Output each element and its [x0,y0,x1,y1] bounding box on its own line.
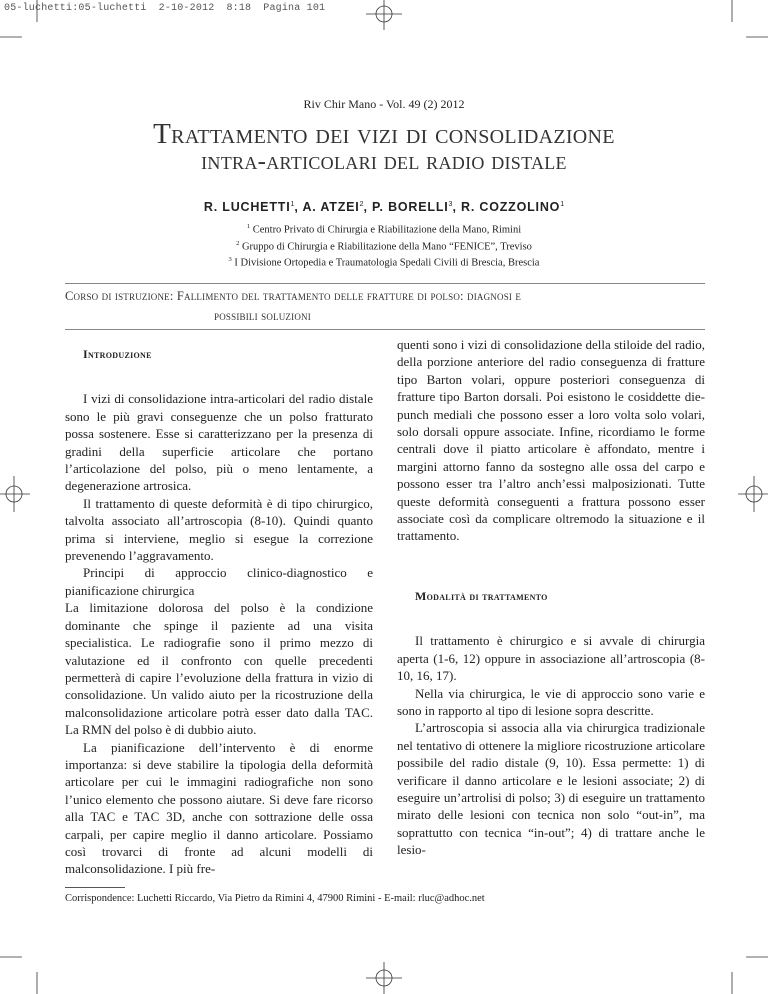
paragraph: La limitazione dolorosa del polso è la condizione dominante che spinge il paziente ad una visita specialistica. Le radiografie sono il primo mezzo di valutazione ed il confronto con quelle precedenti permetterà di capire l’evoluzione della frattura in vizio di consolidazione. Un valido aiuto per la ricostruzione della malconsolidazione articolare potrà esser dato dalla TAC. La RMN del polso è di dubbio aiuto. [65,600,373,738]
author: R. COZZOLINO$^1$ [461,200,565,214]
paragraph: L’artroscopia si associa alla via chirurgica tradizionale nel tentativo di ottenere la migliore ricostruzione articolare possibile del radio distale (9, 10). Essa permette: 1) di verificare il danno articolare e le lesioni associate; 2) di eseguire un’artrolisi di polso; 3) di eseguire un trattamento mirato delle lesioni con tecnica non solo “out-in”, ma soprattutto con tecnica “in-out”; 4) di trattare anche le lesio- [397,720,705,858]
journal-citation: Riv Chir Mano - Vol. 49 (2) 2012 [303,97,465,111]
course-top-rule [65,283,705,284]
paragraph: Principi di approccio clinico-diagnostico e pianificazione chirurgica [65,565,373,598]
slug-page: Pagina 101 [263,3,326,14]
right-column [397,336,705,859]
correspondence-footnote: Corrispondence: Luchetti Riccardo, Via Pietro da Rimini 4, 47900 Rimini - E-mail: rluc@adhoc.net [65,893,485,904]
author-list [0,200,768,214]
affiliations [0,220,768,270]
section-heading-modalita: Modalità di trattamento [415,588,548,603]
author: P. BORELLI$^3$, [372,200,461,214]
affiliation: $^2$ Gruppo di Chirurgia e Riabilitazione della Mano “FENICE”, Treviso [236,239,532,252]
paragraph: I vizi di consolidazione intra-articolari del radio distale sono le più gravi conseguenze che un polso fratturato possa sostenere. Esse si caratterizzano per la presenza di gradini della superficie articolare che portano l’articolazione del polso, più o meno lentamente, a degenerazione artrosica. [65,391,373,494]
article-title-line-1: Trattamento dei vizi di consolidazione [153,118,615,150]
affiliation: $^1$ Centro Privato di Chirurgia e Riabilitazione della Mano, Rimini [246,223,522,236]
paragraph: quenti sono i vizi di consolidazione della stiloide del radio, della porzione anteriore del radio conseguenza di fratture tipo Barton volari, oppure posteriori conseguenza di fratture tipo Barton dorsali. Poi esistono le cosiddette die-punch mediali che possono esser a loro volta solo volari, solo dorsali oppure associate. Infine, ricordiamo le forme centrali dove il piatto articolare è affondato, mentre i margini attorno fanno da sostegno alle ossa del carpo e possono esser tra l’altro anch’essi malposizionati. Tutte queste deformità conseguenti a frattura possono esser associate così da complicare oltremodo la situazione e il trattamento. [397,337,705,544]
slug-file: 05-luchetti:05-luchetti [4,3,147,14]
course-bottom-rule [65,329,705,330]
section-heading-introduzione: Introduzione [83,347,152,361]
author: A. ATZEI$^2$, [302,200,373,214]
course-title-line-1: Corso di istruzione: Fallimento del trattamento delle fratture di polso: diagnosi e [65,289,522,303]
course-title [65,286,705,326]
slug-date: 2-10-2012 [158,3,215,14]
footnote-rule [65,887,125,888]
left-column [65,346,373,878]
author: R. LUCHETTI$^1$, [203,200,303,214]
article-title-line-2: intra-articolari del radio distale [201,148,567,175]
paragraph: La pianificazione dell’intervento è di enorme importanza: si deve stabilire la tipologia della deformità articolare per cui le immagini radiografiche non sono l’unico elemento che possono aiutare. Si deve fare ricorso alla TAC e TAC 3D, anche con sottrazione delle ossa carpali, per capire meglio il danno articolare. Possiamo così trovarci di fronte ad alcuni modelli di malconsolidazione. I più fre- [65,739,373,877]
course-title-line-2: possibili soluzioni [214,309,311,323]
slug-time: 8:18 [226,3,252,14]
affiliation: $^3$ I Divisione Ortopedia e Traumatologia Spedali Civili di Brescia, Brescia [228,256,540,269]
paragraph: Il trattamento è chirurgico e si avvale di chirurgia aperta (1-6, 12) oppure in associazione all’artroscopia (8-10, 16, 17). [397,633,705,684]
printer-slug [4,3,337,14]
paragraph: Nella via chirurgica, le vie di approccio sono varie e sono in rapporto al tipo di lesione sopra descritte. [397,685,705,718]
paragraph: Il trattamento di queste deformità è di tipo chirurgico, talvolta associato all’artroscopia (8-10). Quindi quanto prima si interviene, meglio si esegue la correzione prevenendo l’aggravamento. [65,495,373,564]
